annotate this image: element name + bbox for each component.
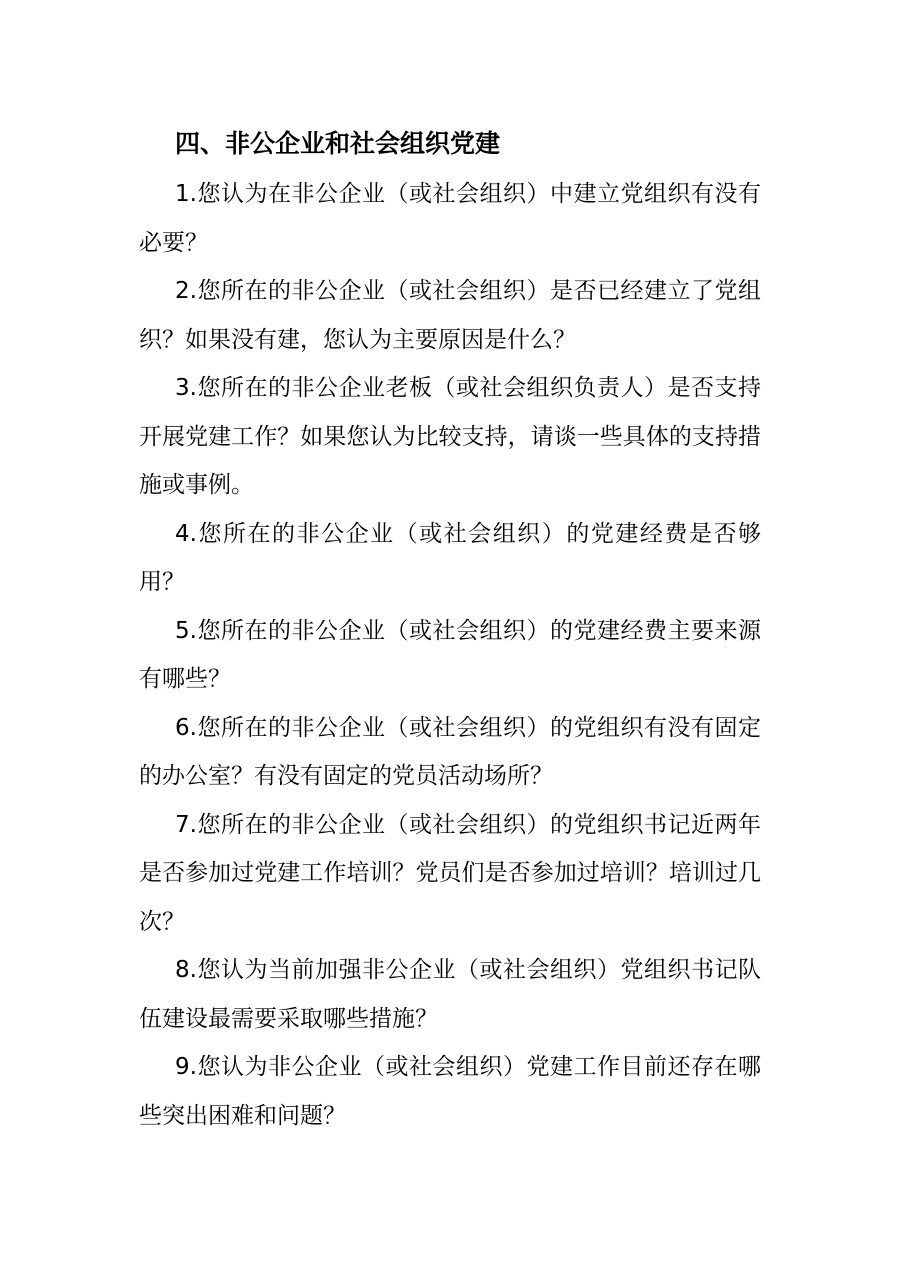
question-9: 9.您认为非公企业（或社会组织）党建工作目前还存在哪些突出困难和问题？ xyxy=(139,1054,761,1129)
question-7: 7.您所在的非公企业（或社会组织）的党组织书记近两年是否参加过党建工作培训？党员们是否参加过培训？培训过几次？ xyxy=(139,811,761,935)
question-4: 4.您所在的非公企业（或社会组织）的党建经费是否够用？ xyxy=(139,520,761,595)
question-5: 5.您所在的非公企业（或社会组织）的党建经费主要来源有哪些？ xyxy=(139,617,761,692)
question-2: 2.您所在的非公企业（或社会组织）是否已经建立了党组织？如果没有建，您认为主要原因是什么？ xyxy=(139,278,761,353)
question-8: 8.您认为当前加强非公企业（或社会组织）党组织书记队伍建设最需要采取哪些措施？ xyxy=(139,957,761,1032)
question-list xyxy=(139,170,761,1140)
question-1: 1.您认为在非公企业（或社会组织）中建立党组织有没有必要？ xyxy=(139,181,761,256)
question-6: 6.您所在的非公企业（或社会组织）的党组织有没有固定的办公室？有没有固定的党员活动场所？ xyxy=(139,714,761,789)
question-3: 3.您所在的非公企业老板（或社会组织负责人）是否支持开展党建工作？如果您认为比较支持，请谈一些具体的支持措施或事例。 xyxy=(139,375,761,498)
section-heading: 四、非公企业和社会组织党建 xyxy=(175,129,501,158)
